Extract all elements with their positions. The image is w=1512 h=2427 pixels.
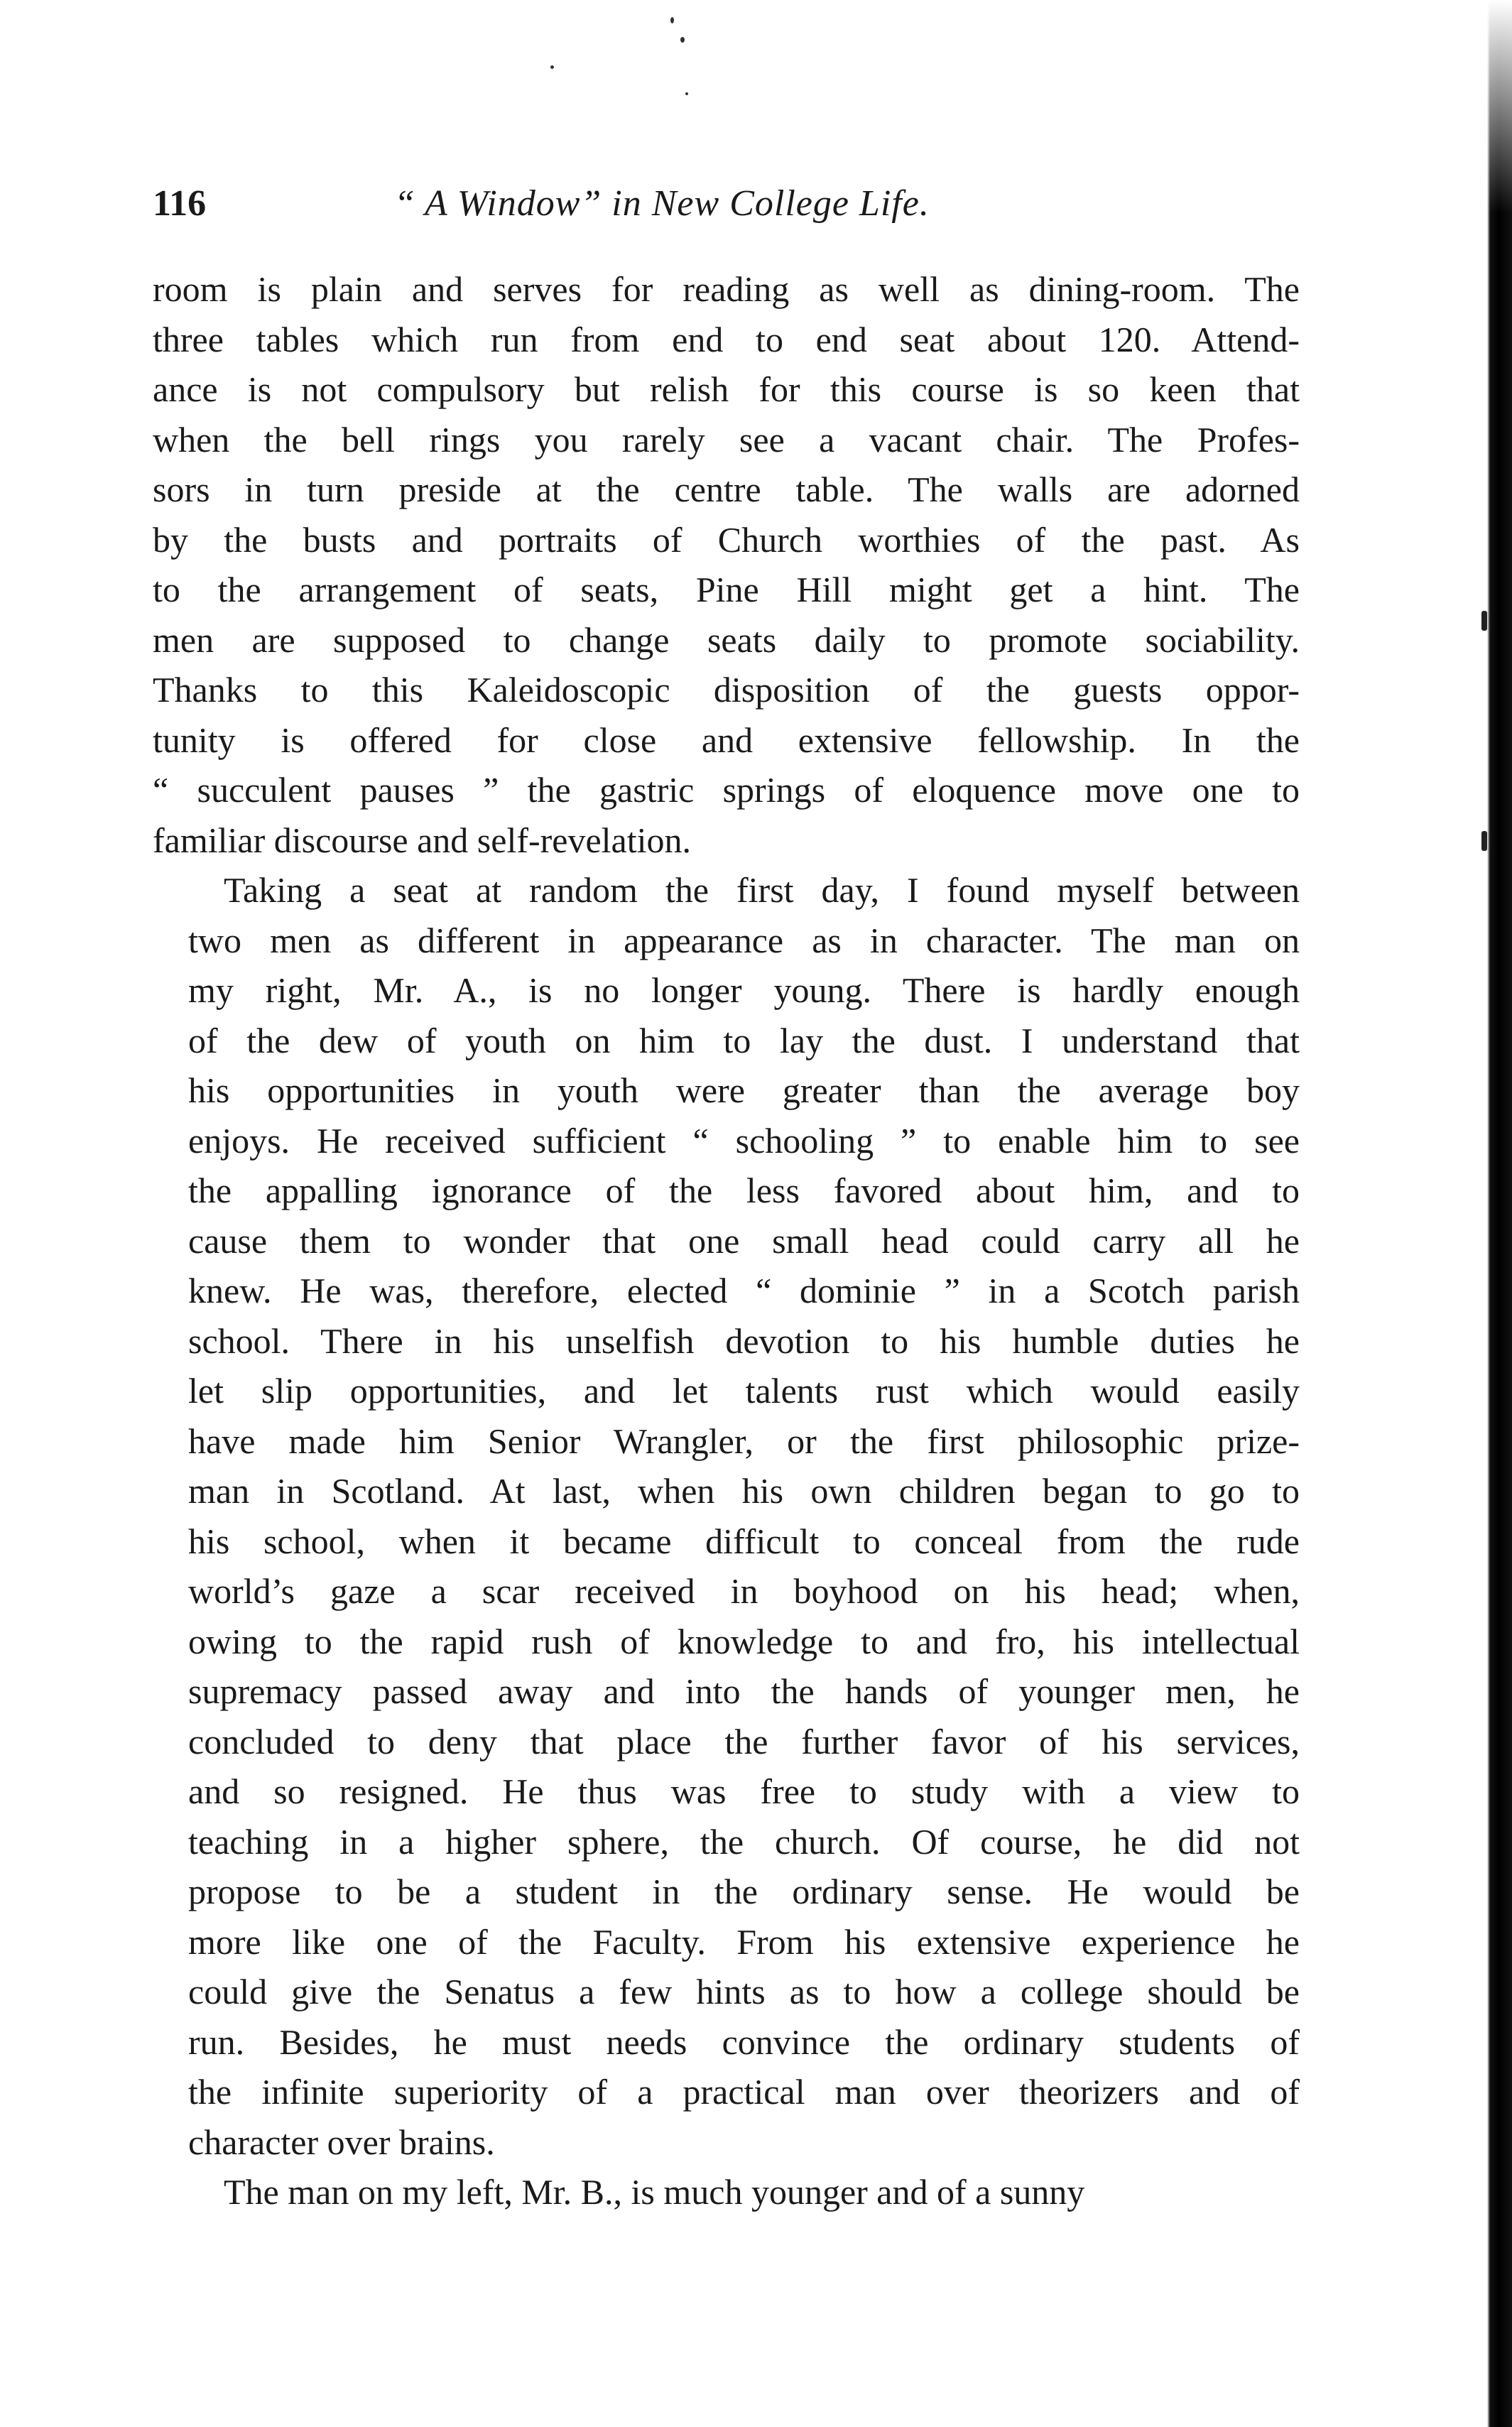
text-line: my right, Mr. A., is no longer young. There is hardly enough	[188, 970, 1300, 1010]
text-line: owing to the rapid rush of knowledge to and fro, his intellectual	[188, 1621, 1300, 1661]
body-text	[153, 264, 1300, 2217]
text-line: men are supposed to change seats daily to promote sociability.	[153, 619, 1300, 660]
text-line: enjoys. He received sufficient “ schooling ” to enable him to see	[188, 1120, 1300, 1161]
text-line: familiar discourse and self-revelation.	[153, 820, 692, 860]
text-line: the infinite superiority of a practical man over theorizers and of	[188, 2072, 1300, 2112]
binding-mark	[1481, 611, 1487, 631]
text-line: character over brains.	[188, 2122, 495, 2162]
text-line: to the arrangement of seats, Pine Hill might get a hint. The	[153, 570, 1300, 609]
text-line: “ succulent pauses ” the gastric springs of eloquence move one to	[153, 770, 1300, 810]
text-line: concluded to deny that place the further favor of his services,	[188, 1721, 1300, 1761]
text-line: school. There in his unselfish devotion to his humble duties he	[188, 1320, 1300, 1361]
text-line: could give the Senatus a few hints as to how a college should be	[188, 1972, 1300, 2011]
running-head	[153, 179, 1303, 229]
text-line: when the bell rings you rarely see a vacant chair. The Profes-	[153, 419, 1300, 460]
scan-speck	[685, 92, 688, 95]
text-line: the appalling ignorance of the less favored about him, and to	[188, 1171, 1300, 1210]
text-line: run. Besides, he must needs convince the ordinary students of	[188, 2021, 1300, 2062]
text-line: two men as different in appearance as in character. The man on	[188, 920, 1300, 960]
running-title: “ A Window” in New College Life.	[394, 183, 930, 224]
page-binding-edge-fade	[1484, 0, 1512, 213]
text-line: cause them to wonder that one small head could carry all he	[188, 1220, 1300, 1261]
paragraph	[153, 264, 1300, 865]
text-line: room is plain and serves for reading as well as dining-room. The	[153, 269, 1300, 309]
scan-speck	[550, 65, 554, 69]
text-line: have made him Senior Wrangler, or the first philosophic prize-	[188, 1421, 1300, 1461]
page-binding-edge	[1484, 0, 1512, 2427]
text-line: knew. He was, therefore, elected “ dominie ” in a Scotch parish	[188, 1271, 1300, 1310]
text-line: sors in turn preside at the centre table. The walls are adorned	[153, 469, 1300, 509]
text-line: Taking a seat at random the first day, I found myself between	[224, 870, 1300, 910]
text-line: his opportunities in youth were greater than the average boy	[188, 1070, 1300, 1110]
paragraph	[153, 865, 1300, 2167]
text-line: tunity is offered for close and extensive fellowship. In the	[153, 720, 1300, 760]
text-line: propose to be a student in the ordinary sense. He would be	[188, 1872, 1300, 1911]
text-line: of the dew of youth on him to lay the dust. I understand that	[188, 1020, 1300, 1060]
binding-mark	[1481, 831, 1487, 851]
page-number: 116	[153, 183, 207, 224]
text-line: more like one of the Faculty. From his extensive experience he	[188, 1921, 1300, 1962]
text-line: The man on my left, Mr. B., is much younger and of a sunny	[224, 2172, 1085, 2212]
scan-speck	[680, 37, 685, 43]
text-line: Thanks to this Kaleidoscopic disposition of the guests oppor-	[153, 670, 1300, 710]
text-line: ance is not compulsory but relish for this course is so keen that	[153, 369, 1300, 409]
paragraph	[153, 2167, 1300, 2217]
text-line: man in Scotland. At last, when his own children began to go to	[188, 1471, 1300, 1511]
text-line: world’s gaze a scar received in boyhood on his head; when,	[188, 1571, 1300, 1611]
text-line: let slip opportunities, and let talents rust which would easily	[188, 1371, 1300, 1411]
text-line: three tables which run from end to end seat about 120. Attend-	[153, 319, 1300, 359]
text-line: supremacy passed away and into the hands of younger men, he	[188, 1671, 1300, 1711]
text-line: his school, when it became difficult to conceal from the rude	[188, 1521, 1300, 1561]
text-line: by the busts and portraits of Church worthies of the past. As	[153, 519, 1300, 560]
text-line: and so resigned. He thus was free to study with a view to	[188, 1771, 1300, 1811]
scan-speck	[670, 17, 674, 23]
text-line: teaching in a higher sphere, the church. Of course, he did not	[188, 1821, 1300, 1862]
